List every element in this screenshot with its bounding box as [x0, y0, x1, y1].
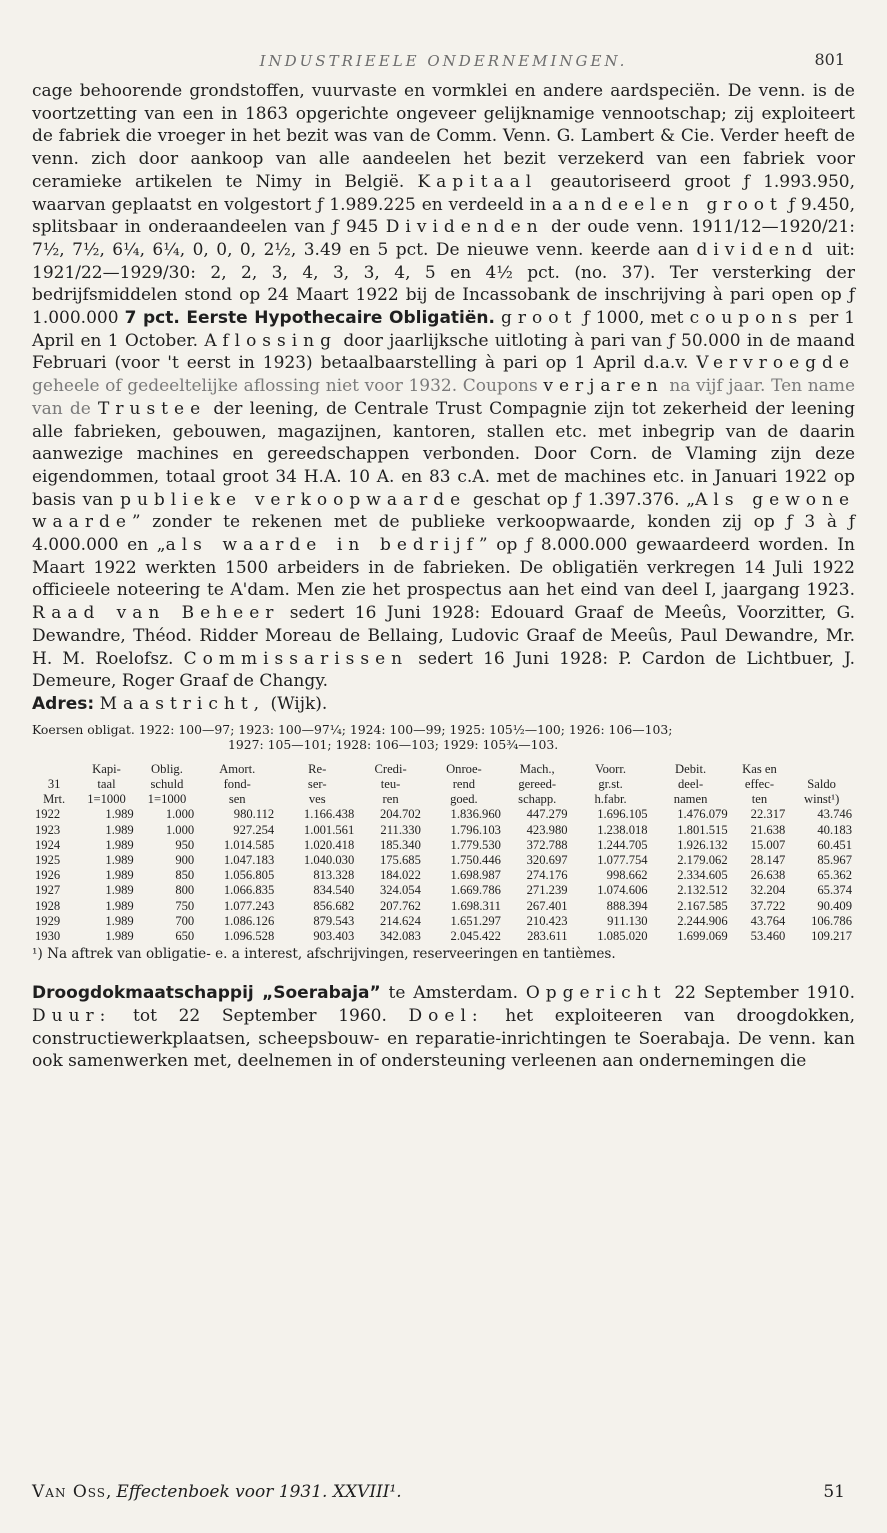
table-cell: 879.543 — [313, 913, 355, 928]
column-header-line: schuld — [150, 776, 184, 791]
label-doel: Doel: — [408, 1005, 484, 1026]
running-header — [32, 40, 855, 80]
column-header-line: 31 — [47, 776, 61, 791]
table-cell: 903.403 — [313, 928, 355, 943]
text-run: cage behoorende grondstoffen, vuurvaste en vormklei en andere aardspeciën. De venn. is de voortzetting van een in 1863 opgerichte ongeveer gelijknamige vennootschap; zij exploiteert de fabriek die vroeger in het bezit was van de Comm. Venn. G. Lambert & Cie. Verder heeft de venn. zich door aankoop van alle aandeelen het bezit verzekerd van een fabriek voor ceramieke artikelen te Nimy in België. — [32, 81, 855, 192]
table-cell: 1.796.103 — [450, 822, 501, 837]
bond-title: 7 pct. Eerste Hypothecaire Obligatiën. — [124, 308, 495, 329]
column-header — [277, 762, 357, 808]
column-header-line: Kas en — [742, 761, 777, 776]
running-title: INDUSTRIEELE ONDERNEMINGEN. — [259, 52, 628, 70]
table-cell: 15.007 — [750, 837, 786, 852]
column-header — [32, 762, 76, 808]
label-vervroegde: Vervroegde — [696, 353, 856, 374]
table-cell: 1.086.126 — [223, 913, 275, 928]
column-header-line: teu- — [380, 776, 401, 791]
table-cell: 21.638 — [750, 822, 786, 837]
footer-title: Effectenboek voor 1931. XXVIII¹. — [116, 1482, 402, 1502]
column-header — [571, 762, 651, 808]
bond-quotes-line: 1927: 105—101; 1928: 106—103; 1929: 105¾—103. — [228, 736, 559, 752]
table-cell: 1.698.311 — [451, 898, 501, 913]
table-cell: 1.651.297 — [450, 913, 501, 928]
table-cell: 1.989 — [105, 898, 134, 913]
label-opgericht: Opgericht — [525, 983, 667, 1004]
footer-publisher: Van Oss, — [32, 1482, 113, 1502]
column-header-line: Debit. — [675, 761, 707, 776]
column-header-line: Oblig. — [151, 761, 183, 776]
text-run: 22 September 1910. — [674, 983, 856, 1004]
table-cell: 1.020.418 — [303, 837, 355, 852]
company-name: Droogdokmaatschappij „Soerabaja” — [32, 983, 381, 1004]
table-cell: 700 — [175, 913, 195, 928]
table-cell: 372.788 — [526, 837, 568, 852]
table-cell: 1.077.243 — [223, 898, 275, 913]
footer-signature: 51 — [823, 1482, 845, 1502]
column-header-line: Onroe- — [446, 761, 482, 776]
table-cell: 1.779.530 — [450, 837, 501, 852]
table-cell: 32.204 — [750, 883, 786, 898]
column-header-line: Kapi- — [92, 761, 121, 776]
table-cell: 1.047.183 — [223, 852, 275, 867]
column-header — [197, 762, 277, 808]
table-cell: 1.001.561 — [303, 822, 355, 837]
column-header — [76, 762, 136, 808]
table-cell: 43.746 — [817, 807, 852, 822]
table-cell: 856.682 — [313, 898, 355, 913]
text-run: ƒ 9.450, splitsbaar in onderaandeelen van ƒ 945 — [32, 194, 855, 238]
table-cell: 888.394 — [606, 898, 648, 913]
table-cell: 267.401 — [526, 898, 568, 913]
table-cell: 40.183 — [817, 822, 852, 837]
text-run: sedert 16 Juni 1928: Edouard Graaf de Meeûs, Voorzitter, G. Dewandre, Théod. Ridder Moreau de Bellaing, Ludovic Graaf de Meeûs, Paul Dewandre, Mr. H. M. Roelofsz. — [32, 603, 855, 669]
table-cell: 1.989 — [105, 913, 134, 928]
table-cell: 447.279 — [526, 807, 568, 822]
table-cell: 22.317 — [750, 807, 786, 822]
table-row — [32, 929, 855, 944]
column-header-line: Saldo — [807, 776, 836, 791]
text-run: door jaarlijksche uitloting à pari van ƒ 50.000 in de maand Februari (voor 't eerst in 1923) betaalbaarstelling à pari op 1 April d.a.v. — [32, 330, 855, 374]
table-cell: 271.239 — [526, 883, 568, 898]
column-header-line: winst¹) — [804, 792, 840, 807]
text-run: der leening, de Centrale Trust Compagnie zijn tot zekerheid der leening alle fabrieken, gebouwen, magazijnen, kantoren, stallen etc. met inbegrip van de daarin aanwezige machines en gereedschappen verbonden. Door Corn. de Vlaming zijn deze eigendommen, totaal groot 34 H.A. 10 A. en 83 c.A. met de machines etc. in Januari 1922 op basis van — [32, 398, 855, 510]
text-run: geautoriseerd groot ƒ 1.993.950, waarvan geplaatst en volgestort ƒ 1.989.225 en verdeeld in — [32, 171, 855, 215]
table-cell: 1.989 — [105, 852, 134, 867]
label-raad-van-beheer: Raad van Beheer — [32, 603, 280, 624]
label-trustee: Trustee — [98, 398, 207, 419]
table-header-row — [32, 762, 855, 808]
column-header-line: ten — [751, 792, 768, 807]
table-cell: 204.702 — [379, 807, 421, 822]
table-cell: 1.699.069 — [677, 928, 728, 943]
table-body — [32, 807, 855, 944]
table-footnote: ¹) Na aftrek van obligatie- e. a interest, afschrijvingen, reserveeringen en tantièmes. — [32, 946, 616, 963]
year-cell: 1926 — [35, 868, 61, 883]
column-header-line: Mach., — [519, 761, 555, 776]
column-header-line: rend — [452, 776, 476, 791]
column-header-line: gereed- — [518, 776, 557, 791]
table-cell: 1.989 — [105, 807, 134, 822]
table-cell: 1.000 — [165, 822, 195, 837]
table-cell: 28.147 — [750, 852, 786, 867]
year-cell: 1925 — [35, 852, 61, 867]
year-cell: 1930 — [35, 928, 61, 943]
table-cell: 1.926.132 — [677, 837, 728, 852]
table-cell: 274.176 — [526, 868, 568, 883]
table-cell: 750 — [175, 898, 195, 913]
table-cell: 2.179.062 — [677, 852, 728, 867]
table-cell: 2.132.512 — [677, 883, 728, 898]
table-cell: 423.980 — [526, 822, 568, 837]
table-cell: 1.696.105 — [597, 807, 648, 822]
bond-quotes-line: Koersen obligat. 1922: 100—97; 1923: 100—97¼; 1924: 100—99; 1925: 105½—100; 1926: 106—103; — [32, 721, 673, 737]
column-header-line: Re- — [308, 761, 327, 776]
table-row — [32, 853, 855, 868]
column-header-line: ren — [382, 792, 399, 807]
table-cell: 1.989 — [105, 822, 134, 837]
text-run: ” op ƒ 8.000.000 gewaardeerd worden. In Maart 1922 werkten 1500 arbeiders in de fabrieken. De obligatiën verkregen 14 Juli 1922 officieele noteering te A'dam. Men zie het prospectus aan het eind van deel I, jaargang 1923. — [32, 535, 855, 601]
bond-quotes — [32, 722, 855, 752]
table-row — [32, 914, 855, 929]
label-als-gewone-waarde: Als gewone waarde — [32, 489, 856, 533]
table-row — [32, 823, 855, 838]
text-run: per 1 April en 1 October. — [32, 308, 856, 351]
table-cell: 85.967 — [817, 852, 852, 867]
year-cell: 1928 — [35, 898, 61, 913]
year-cell: 1922 — [35, 807, 61, 822]
address-city: Maastricht, — [99, 693, 266, 714]
label-verjaren: verjaren — [543, 376, 664, 397]
table-cell: 850 — [175, 868, 195, 883]
table-cell: 980.112 — [233, 807, 275, 822]
table-row — [32, 899, 855, 914]
table-cell: 207.762 — [379, 898, 421, 913]
table-cell: 109.217 — [811, 928, 852, 943]
footer-citation — [32, 1482, 402, 1502]
table-row — [32, 868, 855, 883]
table-cell: 2.244.906 — [677, 913, 728, 928]
column-header-line: Credi- — [374, 761, 407, 776]
table-cell: 184.022 — [379, 868, 421, 883]
label-kapitaal: Kapitaal — [417, 171, 538, 192]
table-cell: 65.362 — [817, 868, 852, 883]
column-header-line: taal — [97, 776, 116, 791]
column-header-line: schapp. — [518, 792, 557, 807]
table-cell: 342.083 — [379, 928, 421, 943]
table-row — [32, 883, 855, 898]
company-description — [32, 80, 855, 716]
table-cell: 1.085.020 — [597, 928, 648, 943]
label-adres: Adres: — [32, 693, 95, 714]
table-cell: 1.989 — [105, 837, 134, 852]
text-run: der oude venn. 1911/12—1920/21: 7½, 7½, 6¼, 6¼, 0, 0, 0, 2½, 3.49 en 5 pct. De nieuwe venn. keerde aan — [32, 217, 855, 260]
table-cell: 1.074.606 — [597, 883, 648, 898]
table-cell: 1.801.515 — [677, 822, 728, 837]
table-cell: 324.054 — [379, 883, 421, 898]
column-header-line: sen — [228, 792, 246, 807]
table-cell: 211.330 — [380, 822, 421, 837]
address-rest: (Wijk). — [270, 693, 328, 714]
text-run: tot 22 September 1960. — [133, 1005, 387, 1026]
column-header — [424, 762, 504, 808]
column-header-line: Mrt. — [43, 792, 66, 807]
year-cell: 1923 — [35, 822, 61, 837]
text-run: ƒ 1000, met — [583, 308, 684, 329]
table-cell: 1.166.438 — [303, 807, 355, 822]
table-cell: 1.066.835 — [223, 883, 275, 898]
table-cell: 1.014.585 — [223, 837, 275, 852]
column-header-line: ves — [308, 792, 326, 807]
table-cell: 911.130 — [607, 913, 648, 928]
column-header — [357, 762, 424, 808]
table-cell: 53.460 — [750, 928, 786, 943]
text-run: het exploiteeren van droogdokken, constructiewerkplaatsen, scheepsbouw- en reparatie-inrichtingen te Soerabaja. De venn. kan ook samenwerken met, deelnemen in of ondersteuning verleenen aan ondernemingen die — [32, 1005, 855, 1072]
column-header-line: goed. — [450, 792, 478, 807]
table-cell: 320.697 — [526, 852, 568, 867]
label-groot: groot — [501, 308, 578, 329]
table-cell: 2.167.585 — [677, 898, 728, 913]
table-cell: 214.624 — [379, 913, 421, 928]
label-dividenden: Dividenden — [385, 217, 544, 238]
table-cell: 927.254 — [233, 822, 275, 837]
table-cell: 1.056.805 — [223, 868, 275, 883]
table-cell: 813.328 — [313, 868, 355, 883]
year-cell: 1929 — [35, 913, 61, 928]
year-cell: 1927 — [35, 883, 61, 898]
table-row — [32, 807, 855, 822]
table-cell: 175.685 — [379, 852, 421, 867]
table-cell: 1.096.528 — [223, 928, 275, 943]
text-run: na vijf jaar. Ten name van de — [32, 376, 855, 419]
table-cell: 1.669.786 — [450, 883, 501, 898]
column-header — [137, 762, 197, 808]
column-header — [504, 762, 571, 808]
table-cell: 2.045.422 — [450, 928, 501, 943]
table-cell: 1.989 — [105, 868, 134, 883]
table-cell: 1.238.018 — [597, 822, 648, 837]
year-cell: 1924 — [35, 837, 61, 852]
table-cell: 60.451 — [817, 837, 852, 852]
financial-table — [32, 762, 855, 944]
table-cell: 65.374 — [817, 883, 852, 898]
company-entry-soerabaja — [32, 982, 855, 1073]
table-cell: 90.409 — [817, 898, 852, 913]
column-header-line: gr.st. — [598, 776, 623, 791]
table-cell: 650 — [175, 928, 195, 943]
table-cell: 26.638 — [750, 868, 786, 883]
page-number: 801 — [814, 50, 845, 69]
text-run: sedert 16 Juni 1928: P. Cardon de Lichtbuer, J. Demeure, Roger Graaf de Changy. — [32, 648, 855, 692]
column-header-line: h.fabr. — [594, 792, 627, 807]
table-cell: 1.000 — [165, 807, 195, 822]
table-cell: 1.989 — [105, 883, 134, 898]
label-als-waarde-in-bedrijf: als waarde in bedrijf — [165, 535, 479, 556]
column-header-line: deel- — [678, 776, 704, 791]
column-header-line: effec- — [744, 776, 775, 791]
table-cell: 950 — [175, 837, 195, 852]
table-cell: 1.836.960 — [450, 807, 501, 822]
table-cell: 1.077.754 — [597, 852, 648, 867]
column-header-line: 1=1000 — [147, 792, 187, 807]
table-cell: 1.989 — [105, 928, 134, 943]
column-header-line: fond- — [223, 776, 251, 791]
label-aandeelen-groot: aandeelen groot — [551, 194, 783, 215]
column-header-line: Amort. — [219, 761, 256, 776]
text-run: uit: 1921/22—1929/30: 2, 2, 3, 4, 3, 3, 4, 5 en 4½ pct. (no. 37). Ter versterking der bedrijfsmiddelen stond op 24 Maart 1922 bij de Incassobank de inschrijving à pari open op ƒ 1.000.000 — [32, 239, 856, 329]
table-cell: 185.340 — [379, 837, 421, 852]
table-cell: 1.244.705 — [597, 837, 648, 852]
table-row — [32, 838, 855, 853]
page-footer — [32, 1482, 855, 1506]
column-header-line: 1=1000 — [87, 792, 126, 807]
column-header-line: Voorr. — [595, 761, 627, 776]
table-cell: 1.698.987 — [450, 868, 501, 883]
table-cell: 37.722 — [750, 898, 786, 913]
text-run: geheele of gedeeltelijke aflossing niet voor 1932. Coupons — [32, 376, 538, 397]
column-header — [788, 762, 855, 808]
label-coupons: coupons — [689, 308, 804, 329]
label-duur: Duur: — [32, 1005, 112, 1026]
table-cell: 210.423 — [526, 913, 568, 928]
column-header-line: ser- — [307, 776, 327, 791]
text-run: te Amsterdam. — [388, 983, 518, 1004]
table-cell: 1.750.446 — [450, 852, 501, 867]
table-cell: 2.334.605 — [677, 868, 728, 883]
table-cell: 834.540 — [313, 883, 355, 898]
table-cell: 283.611 — [527, 928, 568, 943]
label-dividend: dividend — [696, 239, 819, 260]
column-header — [731, 762, 789, 808]
table-cell: 900 — [175, 852, 195, 867]
text-run: ” zonder te rekenen met de publieke verkoopwaarde, konden zij op ƒ 3 à ƒ 4.000.000 en „ — [32, 512, 855, 556]
table-cell: 800 — [175, 883, 195, 898]
table-cell: 1.476.079 — [677, 807, 728, 822]
label-commissarissen: Commissarissen — [183, 648, 409, 669]
table-cell: 998.662 — [606, 868, 648, 883]
label-publieke-verkoopwaarde: publieke verkoopwaarde — [120, 489, 467, 510]
table-cell: 43.764 — [750, 913, 786, 928]
column-header-line: namen — [673, 792, 708, 807]
text-run: geschat op ƒ 1.397.376. „ — [472, 489, 696, 510]
column-header — [651, 762, 731, 808]
label-aflossing: Aflossing — [204, 330, 338, 351]
table-cell: 1.040.030 — [303, 852, 355, 867]
table-cell: 106.786 — [811, 913, 852, 928]
